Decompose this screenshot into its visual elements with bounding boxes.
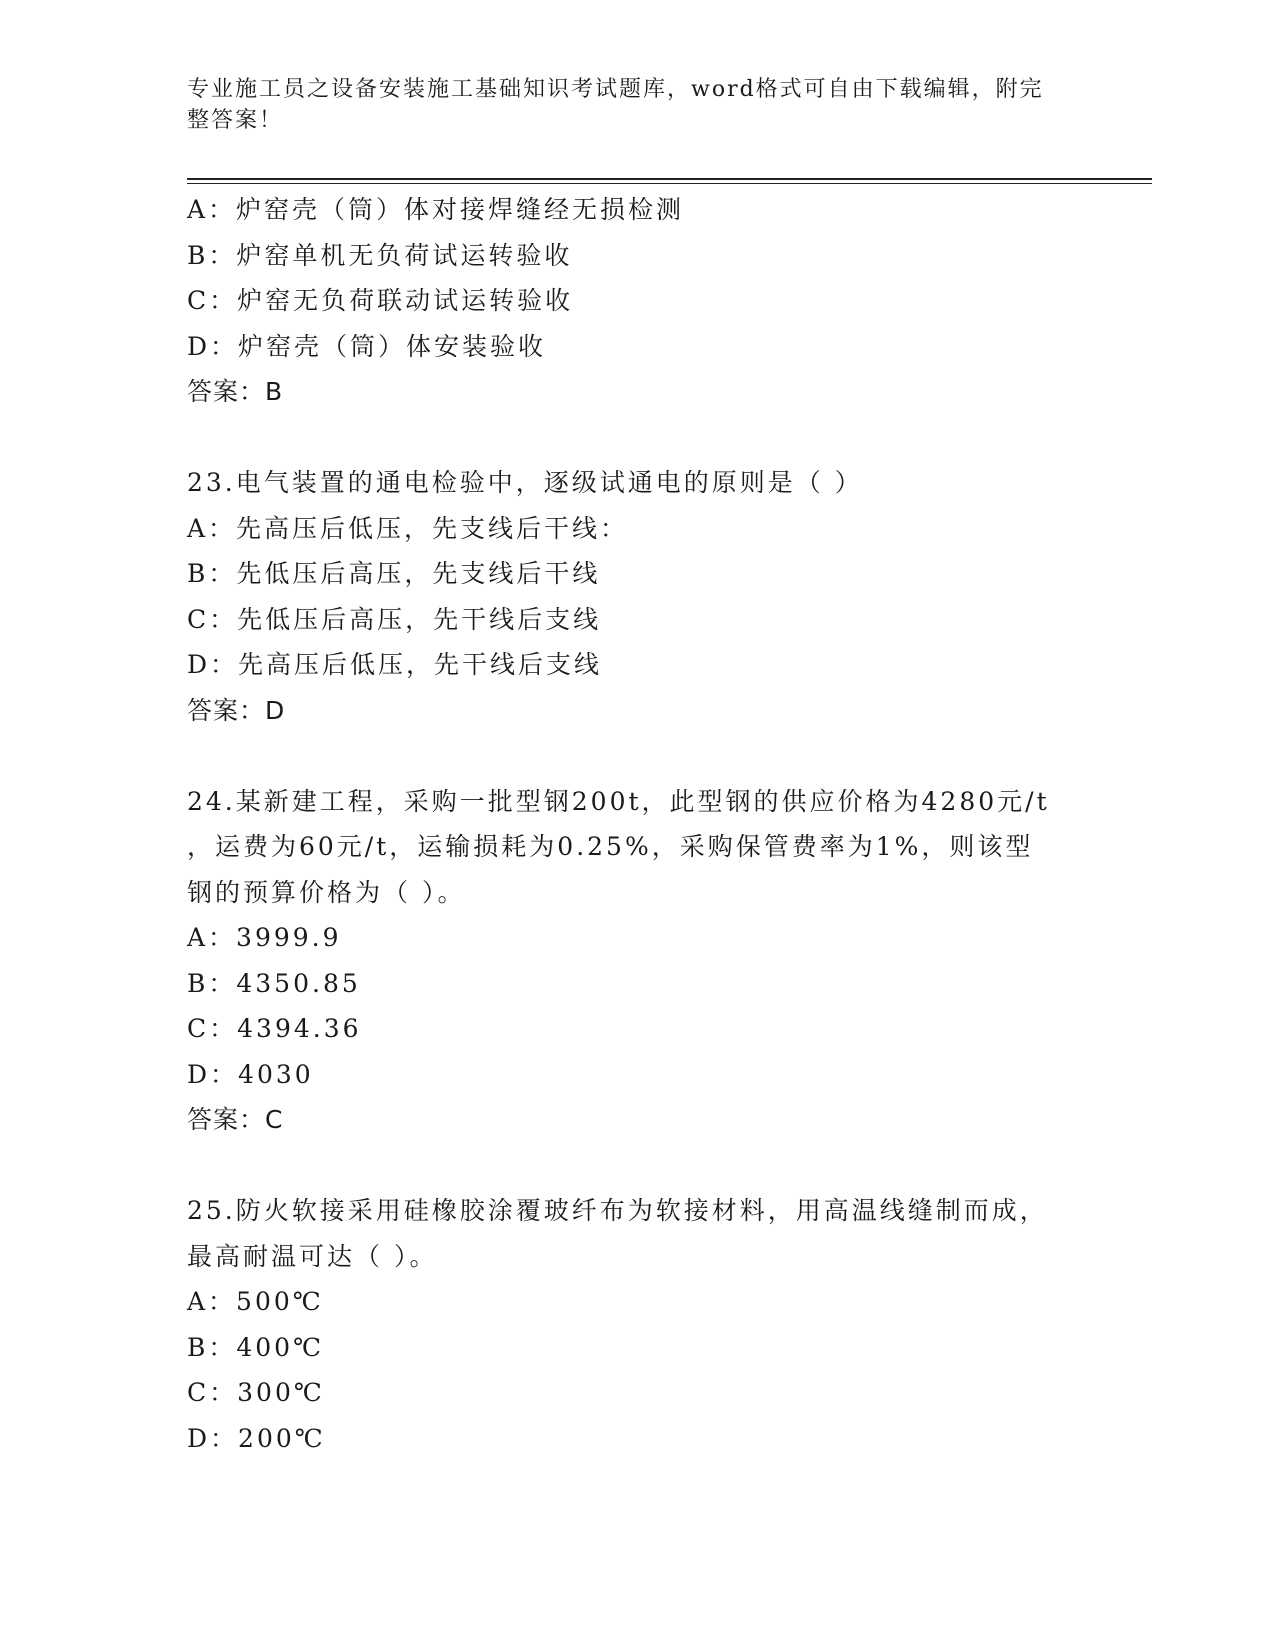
option-a: A：500℃ bbox=[187, 1287, 324, 1316]
header-line-2: 整答案！ bbox=[187, 108, 284, 133]
question-stem: 23.电气装置的通电检验中，逐级试通电的原则是（ ） bbox=[187, 468, 863, 497]
header-divider-thick bbox=[187, 178, 1152, 180]
question-23 bbox=[187, 460, 1087, 733]
option-a: A：3999.9 bbox=[187, 923, 342, 952]
question-25 bbox=[187, 1188, 1087, 1461]
option-d: D：200℃ bbox=[187, 1423, 326, 1453]
question-24 bbox=[187, 779, 1087, 1143]
question-22 bbox=[187, 187, 1087, 415]
spacer bbox=[187, 1143, 1087, 1189]
answer-label: 答案：B bbox=[187, 377, 284, 406]
document-header bbox=[187, 74, 1067, 136]
option-d: D：先高压后低压，先干线后支线 bbox=[187, 650, 603, 679]
option-d: D：4030 bbox=[187, 1059, 314, 1089]
option-a: A：炉窑壳（筒）体对接焊缝经无损检测 bbox=[187, 195, 685, 224]
option-c: C：炉窑无负荷联动试运转验收 bbox=[187, 286, 574, 315]
option-b: B：4350.85 bbox=[187, 968, 361, 998]
option-c: C：先低压后高压，先干线后支线 bbox=[187, 604, 602, 634]
header-line-1: 专业施工员之设备安装施工基础知识考试题库，word格式可自由下载编辑，附完 bbox=[187, 77, 1044, 102]
option-d: D：炉窑壳（筒）体安装验收 bbox=[187, 331, 547, 361]
option-c: C：300℃ bbox=[187, 1378, 325, 1407]
answer-label: 答案：C bbox=[187, 1105, 284, 1134]
question-stem-line-1: 24.某新建工程，采购一批型钢200t，此型钢的供应价格为4280元/t bbox=[187, 786, 1050, 816]
spacer bbox=[187, 733, 1087, 779]
header-divider-thin bbox=[187, 183, 1152, 184]
question-stem-line-1: 25.防火软接采用硅橡胶涂覆玻纤布为软接材料，用高温线缝制而成， bbox=[187, 1196, 1048, 1225]
option-b: B：400℃ bbox=[187, 1332, 325, 1362]
spacer bbox=[187, 415, 1087, 461]
answer-label: 答案：D bbox=[187, 695, 286, 725]
option-b: B：先低压后高压，先支线后干线 bbox=[187, 559, 601, 588]
question-list bbox=[187, 187, 1087, 1461]
question-stem-line-2: 最高耐温可达（ ）。 bbox=[187, 1241, 438, 1271]
option-b: B：炉窑单机无负荷试运转验收 bbox=[187, 240, 573, 270]
option-a: A：先高压后低压，先支线后干线： bbox=[187, 513, 629, 543]
question-stem-line-2: ，运费为60元/t，运输损耗为0.25%，采购保管费率为1%，则该型 bbox=[187, 832, 1034, 861]
option-c: C：4394.36 bbox=[187, 1014, 362, 1043]
question-stem-line-3: 钢的预算价格为（ ）。 bbox=[187, 877, 466, 907]
